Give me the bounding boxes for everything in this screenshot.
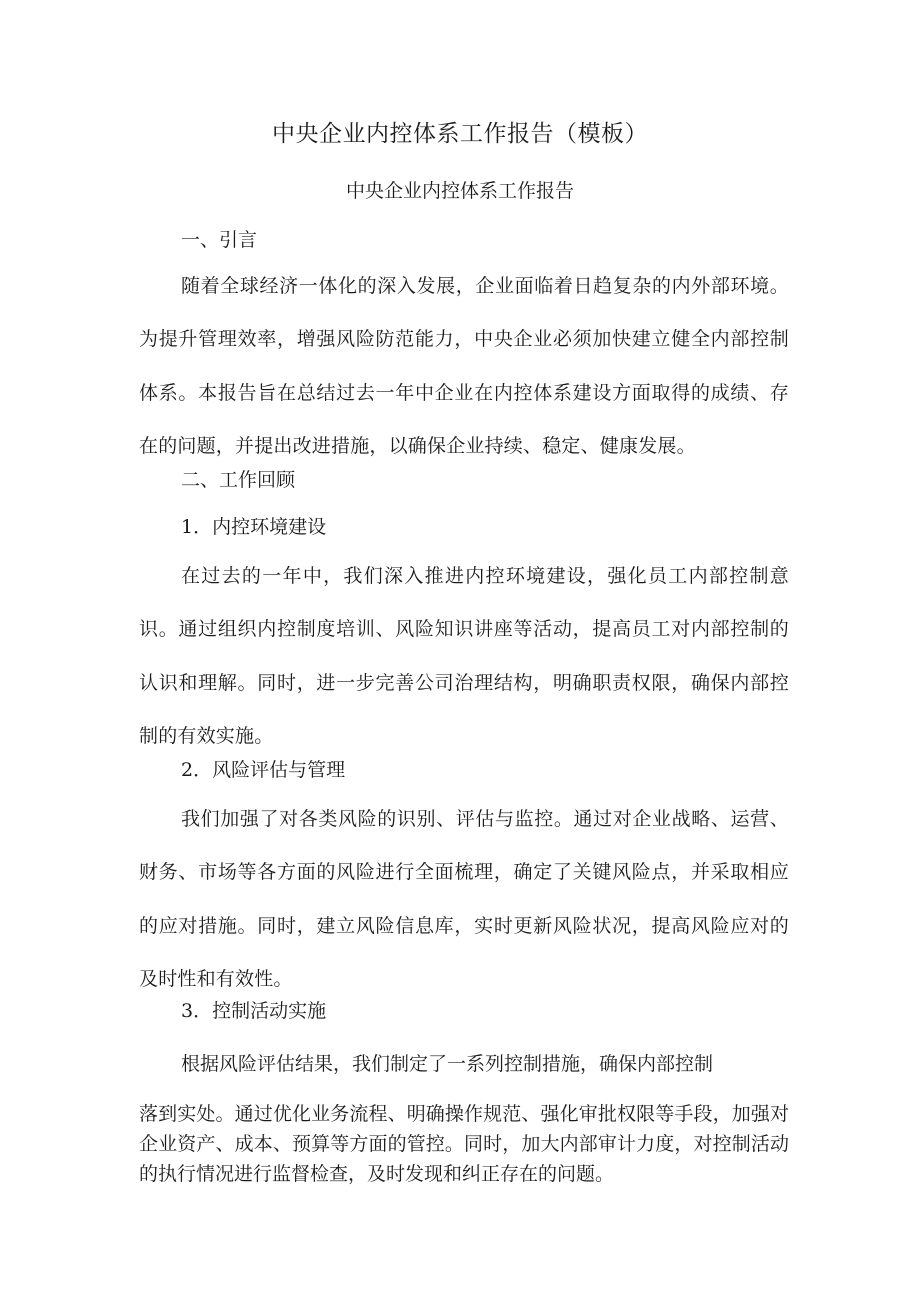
control-activities-paragraph-first-line: 根据风险评估结果，我们制定了一系列控制措施，确保内部控制 [181,1053,714,1075]
introduction-paragraph: 随着全球经济一体化的深入发展，企业面临着日趋复杂的内外部环境。为提升管理效率，增强风险防范能力，中央企业必须加快建立健全内部控制体系。本报告旨在总结过去一年中企业在内控体系建设方面取得的成绩、存在的问题，并提出改进措施，以确保企业持续、稳定、健康发展。 [139,275,789,457]
control-activities-paragraph-rest: 落到实处。通过优化业务流程、明确操作规范、强化审批权限等手段，加强对企业资产、成本、预算等方面的管控。同时，加大内部审计力度，对控制活动的执行情况进行监督检查，及时发现和纠正存在的问题。 [139,1103,789,1185]
control-environment-paragraph: 在过去的一年中，我们深入推进内控环境建设，强化员工内部控制意识。通过组织内控制度培训、风险知识讲座等活动，提高员工对内部控制的认识和理解。同时，进一步完善公司治理结构，明确职责权限，确保内部控制的有效实施。 [139,565,789,747]
section-heading-work-review: 二、工作回顾 [181,469,296,491]
subsection-heading-control-activities: 3．控制活动实施 [181,1000,327,1022]
subsection-heading-control-environment: 1．内控环境建设 [181,516,327,538]
risk-assessment-paragraph: 我们加强了对各类风险的识别、评估与监控。通过对企业战略、运营、财务、市场等各方面的风险进行全面梳理，确定了关键风险点，并采取相应的应对措施。同时，建立风险信息库，实时更新风险状况，提高风险应对的及时性和有效性。 [139,808,789,990]
document-title: 中央企业内控体系工作报告（模板） [272,121,648,147]
section-heading-introduction: 一、引言 [181,229,258,251]
document-subtitle: 中央企业内控体系工作报告 [345,180,574,202]
subsection-heading-risk-assessment: 2．风险评估与管理 [181,759,346,781]
